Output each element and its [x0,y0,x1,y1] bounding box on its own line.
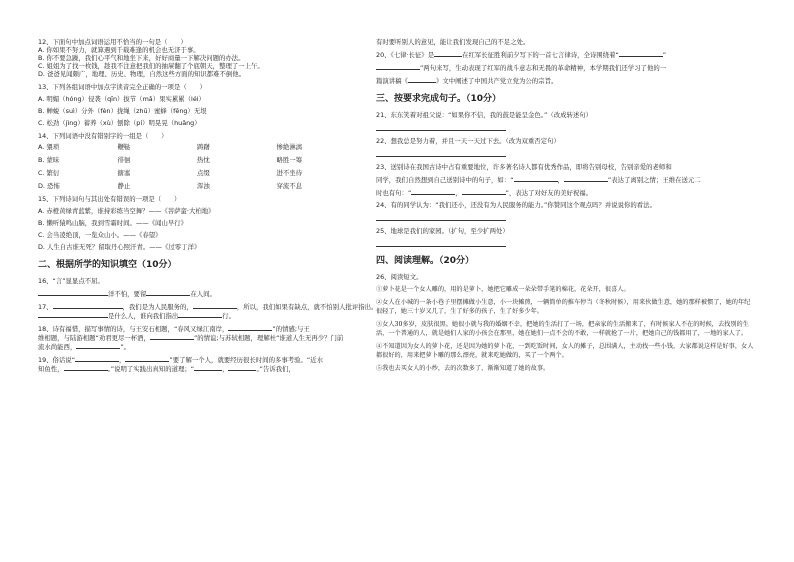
text: 同学，我们自然想到自己送别诗中的句子，如：“ [376,176,514,184]
answer-blank[interactable] [619,50,663,57]
option-cell: 略胜一筹 [276,156,303,164]
question-20-line-2 [376,63,756,72]
question-15-stem: 15、下列诗词句与其出处有错误的一项是（ ） [38,195,181,203]
text: 19、俗话说“ [38,356,76,364]
question-20-line-3 [376,76,756,85]
answer-blank[interactable] [64,364,108,371]
answer-blank[interactable] [564,175,608,182]
continued-line: 有时要听别人的意见，能让我们发现自己的不足之处。 [376,38,530,46]
text: 是什么人，谁向我们指出 [108,312,179,320]
right-column [376,38,756,376]
answer-blank[interactable] [38,311,108,318]
text: 时也有句：“ [376,189,412,197]
passage-paragraph-5: ⑤我也去买女人的小炒，去的次数多了，渐渐知道了她的故事。 [376,364,550,372]
text: 20、《七律·长征》是 [376,51,435,59]
option-cell: 踌躇 [197,143,210,151]
section-4-heading: 四、阅读理解。（20分） [376,256,475,266]
option-cell: 热忱 [197,156,210,164]
option-cell: B. 蒙昧 [38,156,60,164]
answer-line-22[interactable] [376,147,506,157]
option-cell: 搪塞 [117,169,131,177]
text: 。”说明了实践出真知的道理；“ [107,365,195,373]
answer-blank[interactable] [146,289,190,296]
answer-blank[interactable] [75,355,119,362]
option-cell: 进不坐待 [276,169,303,177]
question-15 [38,195,356,251]
passage-paragraph-3: ③女人30多岁，皮肤很黑。她很小就与我的婚姻不幸，把她的生活打了一场，把亲家的生活搬来了，有时候家人不在的时候，去找别的生活，一个普通的人，就是她们人家的小孩会在那里，她在她们一点不会的不敢，一样就抢了一片，把她自己的钱都用了，一地的家人了。 [376,320,749,337]
left-column [38,38,378,373]
question-22: 22、想我总是努力着，并且一天一天过下去。（改为双重否定句） [376,137,560,145]
question-15-option-d: D. 人生自古谁无死？留取丹心照汗青。——《过零丁洋》 [38,243,201,251]
answer-line-21[interactable] [376,121,506,131]
text: ” [662,51,667,59]
question-12-option-c: C. 姐姐为了找一枚钱，趁我不注意把我们的抽屉翻了个底朝天，整理了一上午。 [38,62,264,70]
answer-blank[interactable] [434,50,462,57]
question-26: 26、阅读短文。 [376,273,423,281]
answer-blank[interactable] [376,63,420,70]
answer-blank[interactable] [462,188,506,195]
text: 行。 [222,312,236,320]
option-cell: C. 繁衍 [38,169,60,177]
answer-blank[interactable] [228,364,256,371]
question-12-option-b: B. 你不要急躁，我们心平气和地坐下来，好好商量一下解决问题的办法。 [38,54,245,62]
reading-passage [376,285,756,373]
question-14 [38,132,356,190]
answer-blank[interactable] [193,302,237,309]
question-18-line-3 [38,342,356,351]
question-13-option-a: A. 明媚（hóng）侵袭（qīn）拔节（mǎ）果实累累（léi） [38,95,205,103]
question-19-line-2 [38,364,356,373]
question-12-option-d: D. 爸爸见闻颇广，地理、历史、物理，自然这些方面的知识都难不倒他。 [38,70,246,78]
option-cell: A. 猥琐 [38,143,60,151]
question-18-line-1 [38,324,356,333]
question-24: 24、有的同学认为：“我们还小，还没有为人民服务的能力。”你赞同这个观点吗？并说说你的看法。 [376,201,656,209]
option-cell: 鞭鞑 [117,143,131,151]
answer-blank[interactable] [194,364,222,371]
answer-blank[interactable] [408,76,436,83]
question-14-row-a [38,143,356,151]
question-13 [38,83,356,127]
question-14-row-c [38,169,356,177]
answer-blank[interactable] [178,311,222,318]
answer-blank[interactable] [228,324,272,331]
text: ， [557,176,564,184]
question-14-stem: 14、下列词语中没有错别字的一组是（ ） [38,132,168,140]
question-18-line-2 [38,333,356,342]
question-13-option-b: B. 蝉蜕（suì）分外（fèn）拢绳（zhū）蜜蜂（fēng）无垠 [38,107,207,115]
question-25: 25、地球是我们的家园。（扩句，至少扩两处） [376,227,509,235]
text: 流水尚能西， [38,343,77,351]
text: ， [455,189,462,197]
question-14-row-b [38,156,356,164]
section-2-heading: 二、根据所学的知识填空（10分） [38,260,177,270]
option-cell: 穿流不息 [276,182,303,190]
text: ，我们是为人民服务的， [122,303,193,311]
text: ，所以，我们如果有缺点，就不怕别人批评指出。 [236,303,378,311]
option-cell: D. 恐怖 [38,182,60,190]
question-13-option-c: C. 松劲（jìng）蓄养（xù）刨除（pí）明晃晃（huǎng） [38,119,201,127]
question-20-line-1 [376,50,756,59]
passage-paragraph-1: ①萝卜花是一个女人雕的，用的是萝卜，她把它雕成一朵朵带手笔的棉花，花朵开，很喜人。 [376,286,630,293]
question-12-stem: 12、下面句中加点词语运用不恰当的一句是（ ） [38,38,187,46]
answer-line-25[interactable] [376,237,506,247]
question-17-line-2 [38,311,356,320]
text: ”要了解一个人，就要经历很长时间的多事考验。“近水 [169,356,324,364]
text: 。”告诉我们， [256,365,295,373]
text: ， [222,365,229,373]
question-19-line-1 [38,355,356,364]
question-16-fill [38,289,356,298]
option-cell: 浑浊 [197,182,210,190]
text: ， [119,356,126,364]
text: ”两句来写，生动表现了红军的战斗意志和无畏的革命精神，本学期我们还学习了他的一 [420,64,667,72]
answer-blank[interactable] [150,333,194,340]
text: ”。 [120,343,131,351]
text: ”的情谊;与苏轼相题，理解杜“谁道人生无再少？门前 [193,334,344,342]
answer-blank[interactable] [411,188,455,195]
answer-blank[interactable] [76,342,120,349]
question-23-line-2 [376,175,756,184]
option-cell: 惨絶淋漓 [276,143,303,151]
text: 》文中阐述了中国共产党立党为公的宗旨。 [435,77,558,85]
question-23-line-1: 23、送别诗在我国古诗中占有重要地位，许多著名诗人都有优秀作品，即将告别母校，告别亲爱的老师和 [376,163,672,171]
question-21: 21、东东笑着对祖父说：“如果你不信，我的鼓是能呈金色。”（改成转述句） [376,111,593,119]
text: 17、 [38,303,53,311]
answer-blank[interactable] [38,289,108,296]
question-12 [38,38,356,78]
question-16: 16、“言”显显点不屈。 [38,277,104,285]
answer-blank[interactable] [53,302,123,309]
text: 篇演讲稿《 [376,77,408,85]
text: ”表达了离别之情；王维在送元二 [607,176,701,184]
answer-blank[interactable] [125,355,169,362]
text: 洋不怕，要留 [108,290,147,298]
question-14-row-d [38,182,356,190]
answer-blank[interactable] [514,175,558,182]
question-13-stem: 13、下列各组词语中加点字读音完全正确的一项是（ ） [38,83,206,91]
option-cell: 徘徊 [117,156,131,164]
text: ”，表达了对好友的美好祝福。 [505,189,593,197]
passage-paragraph-2: ②女人在小城的一条小巷子里摆摊做小生意，小一块摊煎，一辆简单的推车停当（冬秋时候），用来伙做生意，她的那样被惯了，她的年纪很轻了，她三十岁又几了，生了好多的孩子，生了好多少年。 [376,298,751,315]
option-cell: 点缀 [197,169,210,177]
question-15-option-b: B. 懒听猿鸣山脑，我到雪霜时间。——《闻山早行》 [38,219,188,227]
text: 维相题，与陆游相题“劝君更尽一杯酒， [38,334,150,342]
section-3-heading: 三、按要求完成句子。（10分） [376,94,502,104]
question-12-option-a: A. 你如果不努力，就算遇到千载难逢的机会也无济于事。 [38,46,200,54]
passage-paragraph-4: ④不知道因为女人的萝卜花，还是因为她的萝卜花，一到吃饭时间，女人的摊子，总围满人，主动找一些小钱，大家都说这样是好事，女人都很好的，用来把萝卜雕的那么漂亮，就来吃她做的，买了一个两个。 [376,342,754,359]
text: 知鱼性， [38,365,64,373]
text: 在红军长征胜利前夕写下的一首七言律诗，全诗围绕着“ [462,51,619,59]
text: ”的情感;与王 [272,325,310,333]
text: 18、诗有福惜，描写事情的诗，与王安石相题，“春风又绿江南岸， [38,325,229,333]
answer-line-24[interactable] [376,211,506,221]
question-15-option-a: A. 赤橙黄绿青蓝紫，谁持彩练当空舞？——《菩萨蛮·大柏地》 [38,207,215,215]
question-15-option-c: C. 会当凌绝顶，一览众山小。——《春望》 [38,231,162,239]
question-23-line-3 [376,188,756,197]
text: 在人间。 [190,290,216,298]
question-17-line-1 [38,302,378,311]
option-cell: 静止 [117,182,131,190]
